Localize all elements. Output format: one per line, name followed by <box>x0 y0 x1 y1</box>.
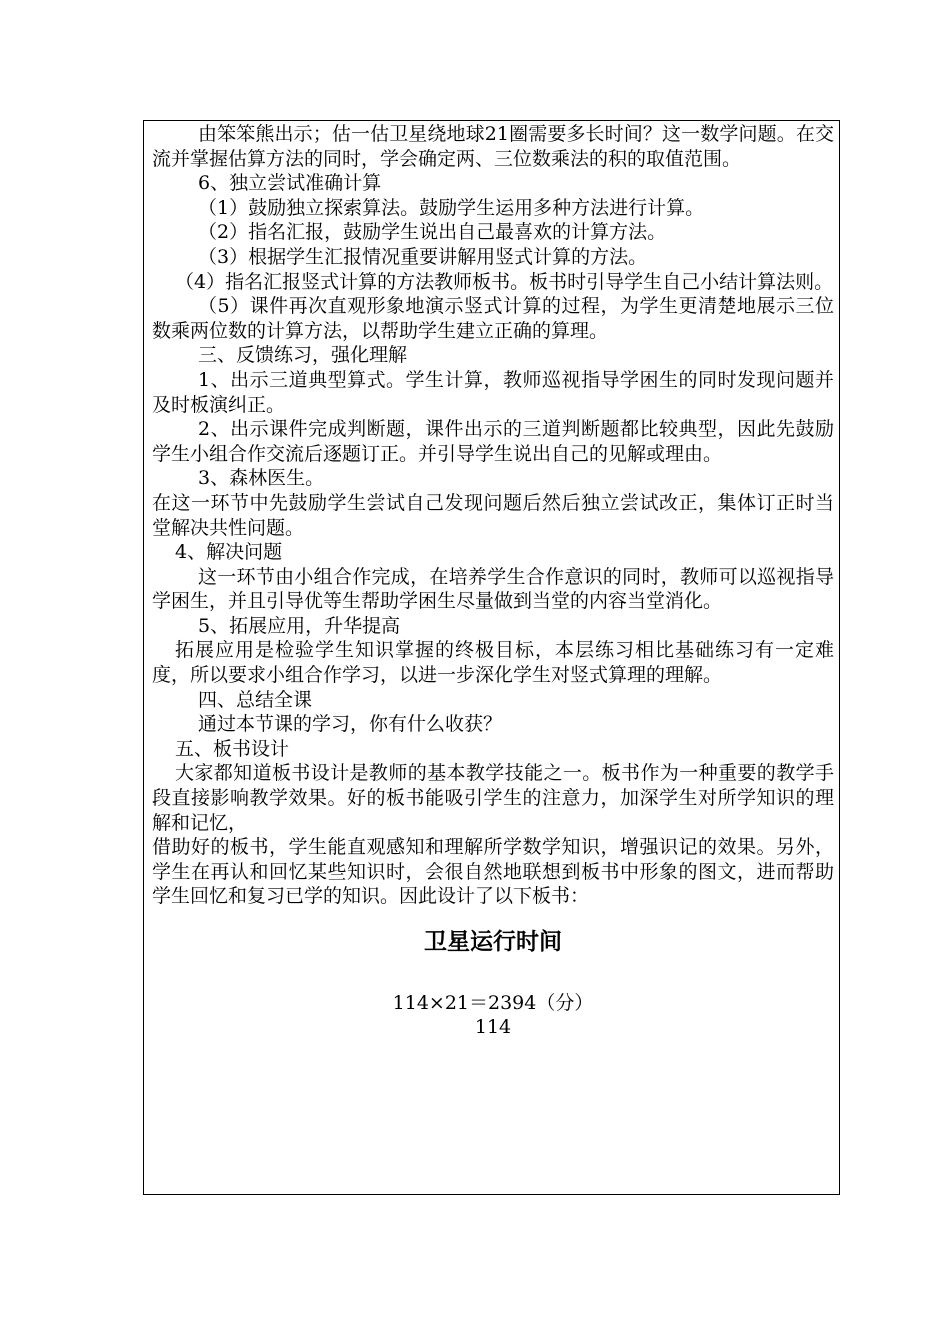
paragraph: 拓展应用是检验学生知识掌握的终极目标，本层练习相比基础练习有一定难度，所以要求小组合作学习，以进一步深化学生对竖式算理的理解。 <box>152 639 834 687</box>
list-item: （1）鼓励独立探索算法。鼓励学生运用多种方法进行计算。 <box>198 196 705 219</box>
list-item: （2）指名汇报，鼓励学生说出自己最喜欢的计算方法。 <box>198 221 667 244</box>
board-number: 114 <box>474 1016 512 1038</box>
board-formula: 114×21＝2394（分） <box>392 992 594 1014</box>
paragraph: 通过本节课的学习，你有什么收获？ <box>198 713 503 736</box>
section-heading: 三、反馈练习，强化理解 <box>198 344 408 367</box>
paragraph: 在这一环节中先鼓励学生尝试自己发现问题后然后独立尝试改正，集体订正时当堂解决共性问题。 <box>152 491 834 539</box>
section-heading: 五、板书设计 <box>175 737 290 760</box>
paragraph: 1、出示三道典型算式。学生计算，教师巡视指导学困生的同时发现问题并及时板演纠正。 <box>152 368 834 416</box>
paragraph: 2、出示课件完成判断题，课件出示的三道判断题都比较典型，因此先鼓励学生小组合作交流后逐题订正。并引导学生说出自己的见解或理由。 <box>152 418 834 465</box>
section-heading: 4、解决问题 <box>175 541 283 564</box>
paragraph: 3、森林医生。 <box>198 467 325 490</box>
section-heading: 6、独立尝试准确计算 <box>198 172 382 195</box>
paragraph: 由笨笨熊出示；估一估卫星绕地球21圈需要多长时间？这一数学问题。在交流并掌握估算方法的同时，学会确定两、三位数乘法的积的取值范围。 <box>152 123 834 170</box>
list-item: （4）指名汇报竖式计算的方法教师板书。板书时引导学生自己小结计算法则。 <box>175 270 834 293</box>
document-body <box>152 122 834 1039</box>
section-heading: 四、总结全课 <box>198 688 313 711</box>
section-heading: 5、拓展应用，升华提高 <box>198 614 401 637</box>
list-item: （5）课件再次直观形象地演示竖式计算的过程，为学生更清楚地展示三位数乘两位数的计算方法，以帮助学生建立正确的算理。 <box>152 295 834 342</box>
list-item: （3）根据学生汇报情况重要讲解用竖式计算的方法。 <box>198 245 648 268</box>
board-title: 卫星运行时间 <box>424 929 562 955</box>
paragraph: 大家都知道板书设计是教师的基本教学技能之一。板书作为一种重要的教学手段直接影响教学效果。好的板书能吸引学生的注意力，加深学生对所学知识的理解和记忆， <box>152 762 834 834</box>
paragraph: 借助好的板书，学生能直观感知和理解所学数学知识，增强识记的效果。另外，学生在再认和回忆某些知识时，会很自然地联想到板书中形象的图文，进而帮助学生回忆和复习已学的知识。因此设计了以下板书： <box>152 836 834 908</box>
paragraph: 这一环节由小组合作完成，在培养学生合作意识的同时，教师可以巡视指导学困生，并且引导优等生帮助学困生尽量做到当堂的内容当堂消化。 <box>152 565 834 613</box>
